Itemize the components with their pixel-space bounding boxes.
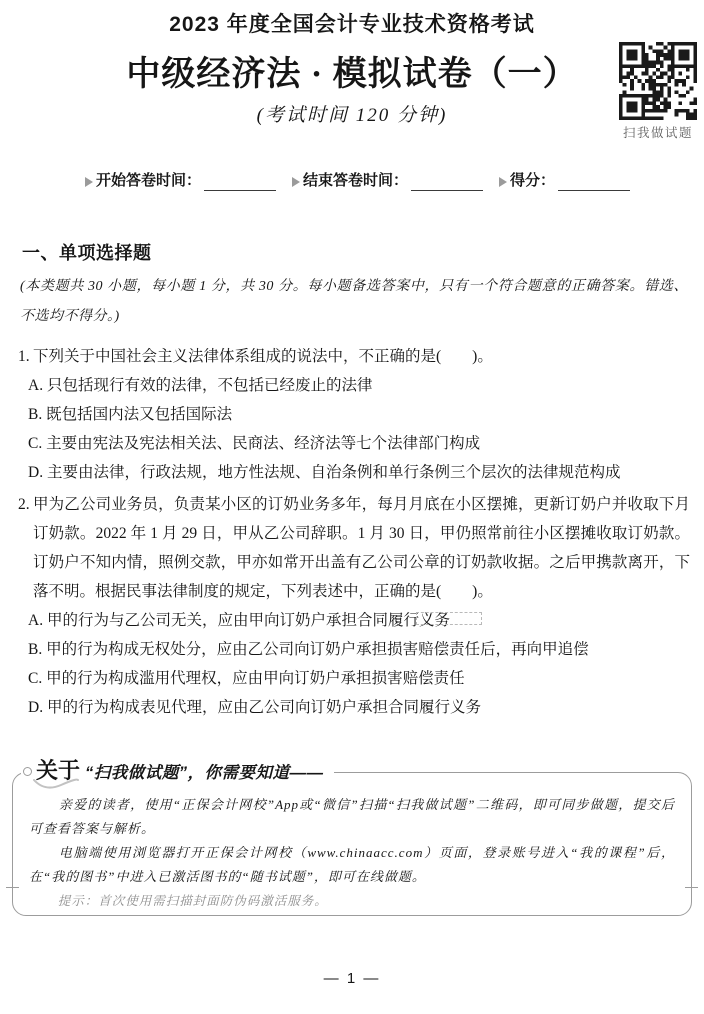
- question-2-options: [18, 606, 692, 722]
- question-2-number: 2.: [18, 496, 30, 513]
- paper-title: 中级经济法 · 模拟试卷（一）: [126, 56, 578, 93]
- question-2: [18, 490, 692, 722]
- swoosh-decoration-icon: [33, 778, 79, 792]
- qr-block: [617, 42, 699, 141]
- question-1-option-c: C. 主要由宪法及宪法相关法、民商法、经济法等七个法律部门构成: [28, 435, 481, 452]
- question-2-stem: [18, 490, 692, 606]
- question-1-option-d: D. 主要由法律，行政法规，地方性法规、自治条例和单行条例三个层次的法律规范构成: [28, 464, 621, 481]
- box-hint: 提示：首次使用需扫描封面防伪码激活服务。: [57, 894, 328, 908]
- question-1-text: 下列关于中国社会主义法律体系组成的说法中，不正确的是( )。: [33, 348, 493, 365]
- box-title-keyword: 关于: [36, 758, 80, 784]
- scan-info-box-body: [29, 793, 675, 915]
- scan-info-box: [12, 758, 692, 916]
- box-paragraph-2: 电脑端使用浏览器打开正保会计网校（www.chinaacc.com）页面，登录账号进入“我的课程”后，在“我的图书”中进入已激活图书的“随书试题”，即可在线做题。: [29, 845, 675, 884]
- page-number: — 1 —: [323, 970, 381, 987]
- question-1-option-b: B. 既包括国内法又包括国际法: [28, 406, 233, 423]
- box-title-text: “扫我做试题”，你需要知道——: [85, 764, 324, 782]
- question-1-stem: [18, 342, 692, 371]
- section-instructions: (本类题共 30 小题，每小题 1 分，共 30 分。每小题备选答案中，只有一个符合题意的正确答案。错选、不选均不得分。): [20, 279, 688, 324]
- registration-tick-right: [685, 887, 698, 888]
- question-2-option-b: B. 甲的行为构成无权处分，应由乙公司向订奶户承担损害赔偿责任后，再向甲追偿: [28, 641, 589, 658]
- field-score-label: 得分：: [509, 172, 555, 189]
- box-paragraph-1: 亲爱的读者，使用“正保会计网校”App或“微信”扫描“扫我做试题”二维码，即可同步做题，提交后可查看答案与解析。: [29, 797, 675, 836]
- field-score: [499, 171, 630, 191]
- field-start-time-blank: [204, 173, 276, 191]
- field-end-time: [292, 171, 483, 191]
- registration-tick-left: [6, 887, 19, 888]
- question-2-option-c: C. 甲的行为构成滥用代理权，应由甲向订奶户承担损害赔偿责任: [28, 670, 465, 687]
- question-1-option-a: A. 只包括现行有效的法律，不包括已经废止的法律: [28, 377, 373, 394]
- question-1-options: [18, 371, 692, 487]
- section-heading: 一、单项选择题: [22, 243, 152, 263]
- triangle-bullet-icon: [292, 177, 300, 187]
- question-2-option-a: A. 甲的行为与乙公司无关，应由甲向订奶户承担合同履行义务: [28, 606, 692, 635]
- question-1: [18, 342, 692, 487]
- answer-fields-row: [85, 171, 630, 191]
- triangle-bullet-icon: [85, 177, 93, 187]
- field-end-time-label: 结束答卷时间：: [302, 172, 408, 189]
- field-start-time-label: 开始答卷时间：: [96, 172, 202, 189]
- qr-code-icon: [619, 42, 697, 120]
- question-2-text: 甲为乙公司业务员，负责某小区的订奶业务多年，每月月底在小区摆摊，更新订奶户并收取下月订奶款。2022 年 1 月 29 日，甲从乙公司辞职。1 月 30 日，甲仍照常前往小区摆摊收取订奶款。订奶户不知内情，照例交款，甲亦如常开出盖有乙公司公章的订奶款收据。之后甲携款离开，下落不明。根据民事法律制度的规定，下列表述中，正确的是( )。: [33, 496, 690, 600]
- triangle-bullet-icon: [499, 177, 507, 187]
- scan-artifact-box: [416, 612, 482, 625]
- circle-bullet-icon: [23, 767, 32, 776]
- question-2-option-d: D. 甲的行为构成表见代理，应由乙公司向订奶户承担合同履行义务: [28, 699, 481, 716]
- question-1-number: 1.: [18, 348, 30, 365]
- field-score-blank: [558, 173, 630, 191]
- exam-title: 2023 年度全国会计专业技术资格考试: [169, 13, 535, 36]
- field-end-time-blank: [411, 173, 483, 191]
- qr-caption: 扫我做试题: [622, 126, 693, 140]
- exam-duration: (考试时间 120 分钟): [256, 105, 448, 126]
- scan-info-box-title: [21, 758, 334, 784]
- field-start-time: [85, 171, 276, 191]
